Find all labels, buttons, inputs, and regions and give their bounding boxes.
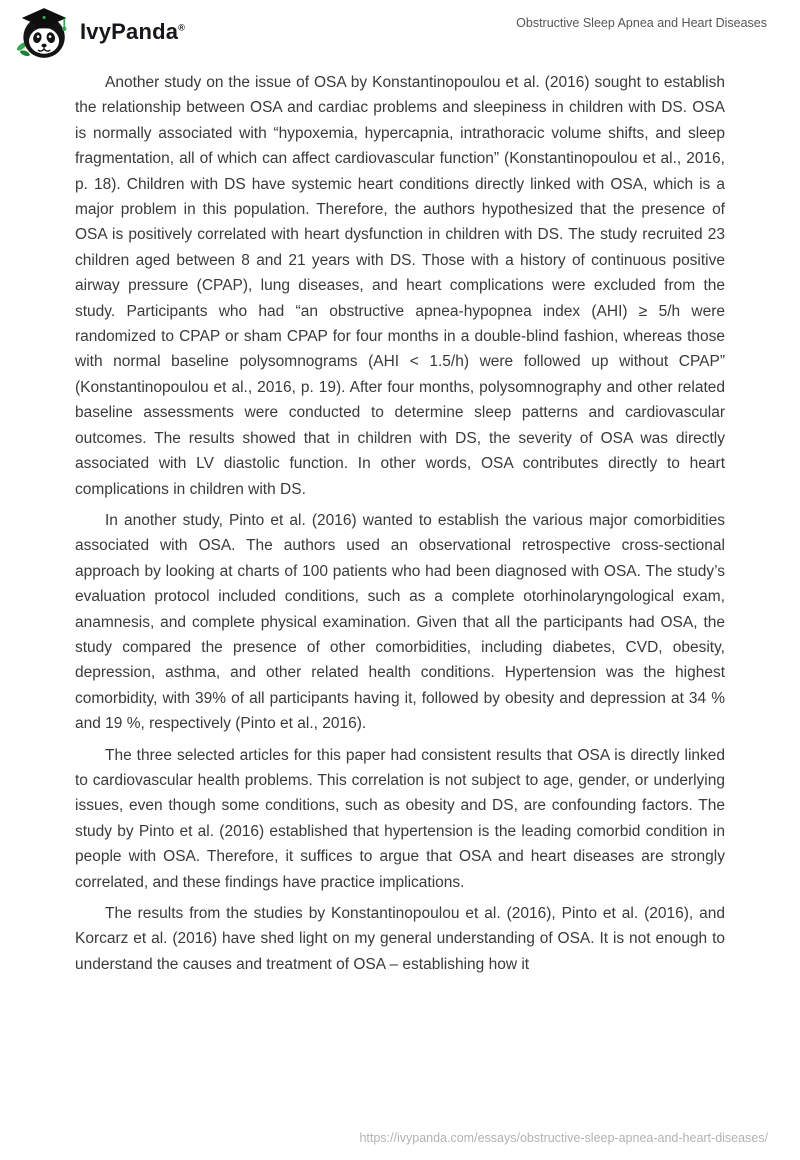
- essay-paragraph: Another study on the issue of OSA by Konstantinopoulou et al. (2016) sought to establish the relationship between OSA and cardiac problems and sleepiness in children with DS. OSA is normally associated with “hypoxemia, hypercapnia, intrathoracic volume shifts, and sleep fragmentation, all of which can affect cardiovascular function” (Konstantinopoulou et al., 2016, p. 18). Children with DS have systemic heart conditions directly linked with OSA, which is a major problem in this population. Therefore, the authors hypothesized that the presence of OSA is positively correlated with heart dysfunction in children with DS. The study recruited 23 children aged between 8 and 21 years with DS. Those with a history of continuous positive airway pressure (CPAP), lung diseases, and heart complications were excluded from the study. Participants who had “an obstructive apnea-hypopnea index (AHI) ≥ 5/h were randomized to CPAP or sham CPAP for four months in a double-blind fashion, whereas those with normal baseline polysomnograms (AHI < 1.5/h) were followed up without CPAP” (Konstantinopoulou et al., 2016, p. 19). After four months, polysomnography and other related baseline assessments were conducted to determine sleep patterns and cardiovascular outcomes. The results showed that in children with DS, the severity of OSA was directly associated with LV diastolic function. In other words, OSA contributes directly to heart complications in children with DS.: [75, 74, 725, 498]
- essay-paragraph: The three selected articles for this paper had consistent results that OSA is directly linked to cardiovascular health problems. This correlation is not subject to age, gender, or underlying issues, even though some conditions, such as obesity and DS, are confounding factors. The study by Pinto et al. (2016) established that hypertension is the leading comorbid condition in people with OSA. Therefore, it suffices to argue that OSA and heart diseases are strongly correlated, and these findings have practice implications.: [75, 746, 725, 891]
- brand-name: IvyPanda®: [80, 19, 186, 44]
- essay-body: [75, 70, 725, 983]
- page-header: [0, 0, 800, 66]
- ivypanda-panda-logo-icon: [14, 5, 70, 61]
- source-url: https://ivypanda.com/essays/obstructive-sleep-apnea-and-heart-diseases/: [359, 1131, 768, 1145]
- essay-paragraph: The results from the studies by Konstantinopoulou et al. (2016), Pinto et al. (2016), and Korcarz et al. (2016) have shed light on my general understanding of OSA. It is not enough to understand the causes and treatment of OSA – establishing how it: [75, 905, 725, 973]
- document-title: Obstructive Sleep Apnea and Heart Diseases: [516, 16, 767, 30]
- registered-mark: ®: [178, 22, 186, 33]
- essay-paragraph: In another study, Pinto et al. (2016) wanted to establish the various major comorbidities associated with OSA. The authors used an observational retrospective cross-sectional approach by looking at charts of 100 patients who had been diagnosed with OSA. The study’s evaluation protocol included conditions, such as a complete otorhinolaryngological exam, anamnesis, and complete physical examination. Given that all the participants had OSA, the study compared the presence of other comorbidities, including diabetes, CVD, obesity, depression, asthma, and other related health conditions. Hypertension was the highest comorbidity, with 39% of all participants having it, followed by obesity and depression at 34 % and 19 %, respectively (Pinto et al., 2016).: [75, 511, 725, 733]
